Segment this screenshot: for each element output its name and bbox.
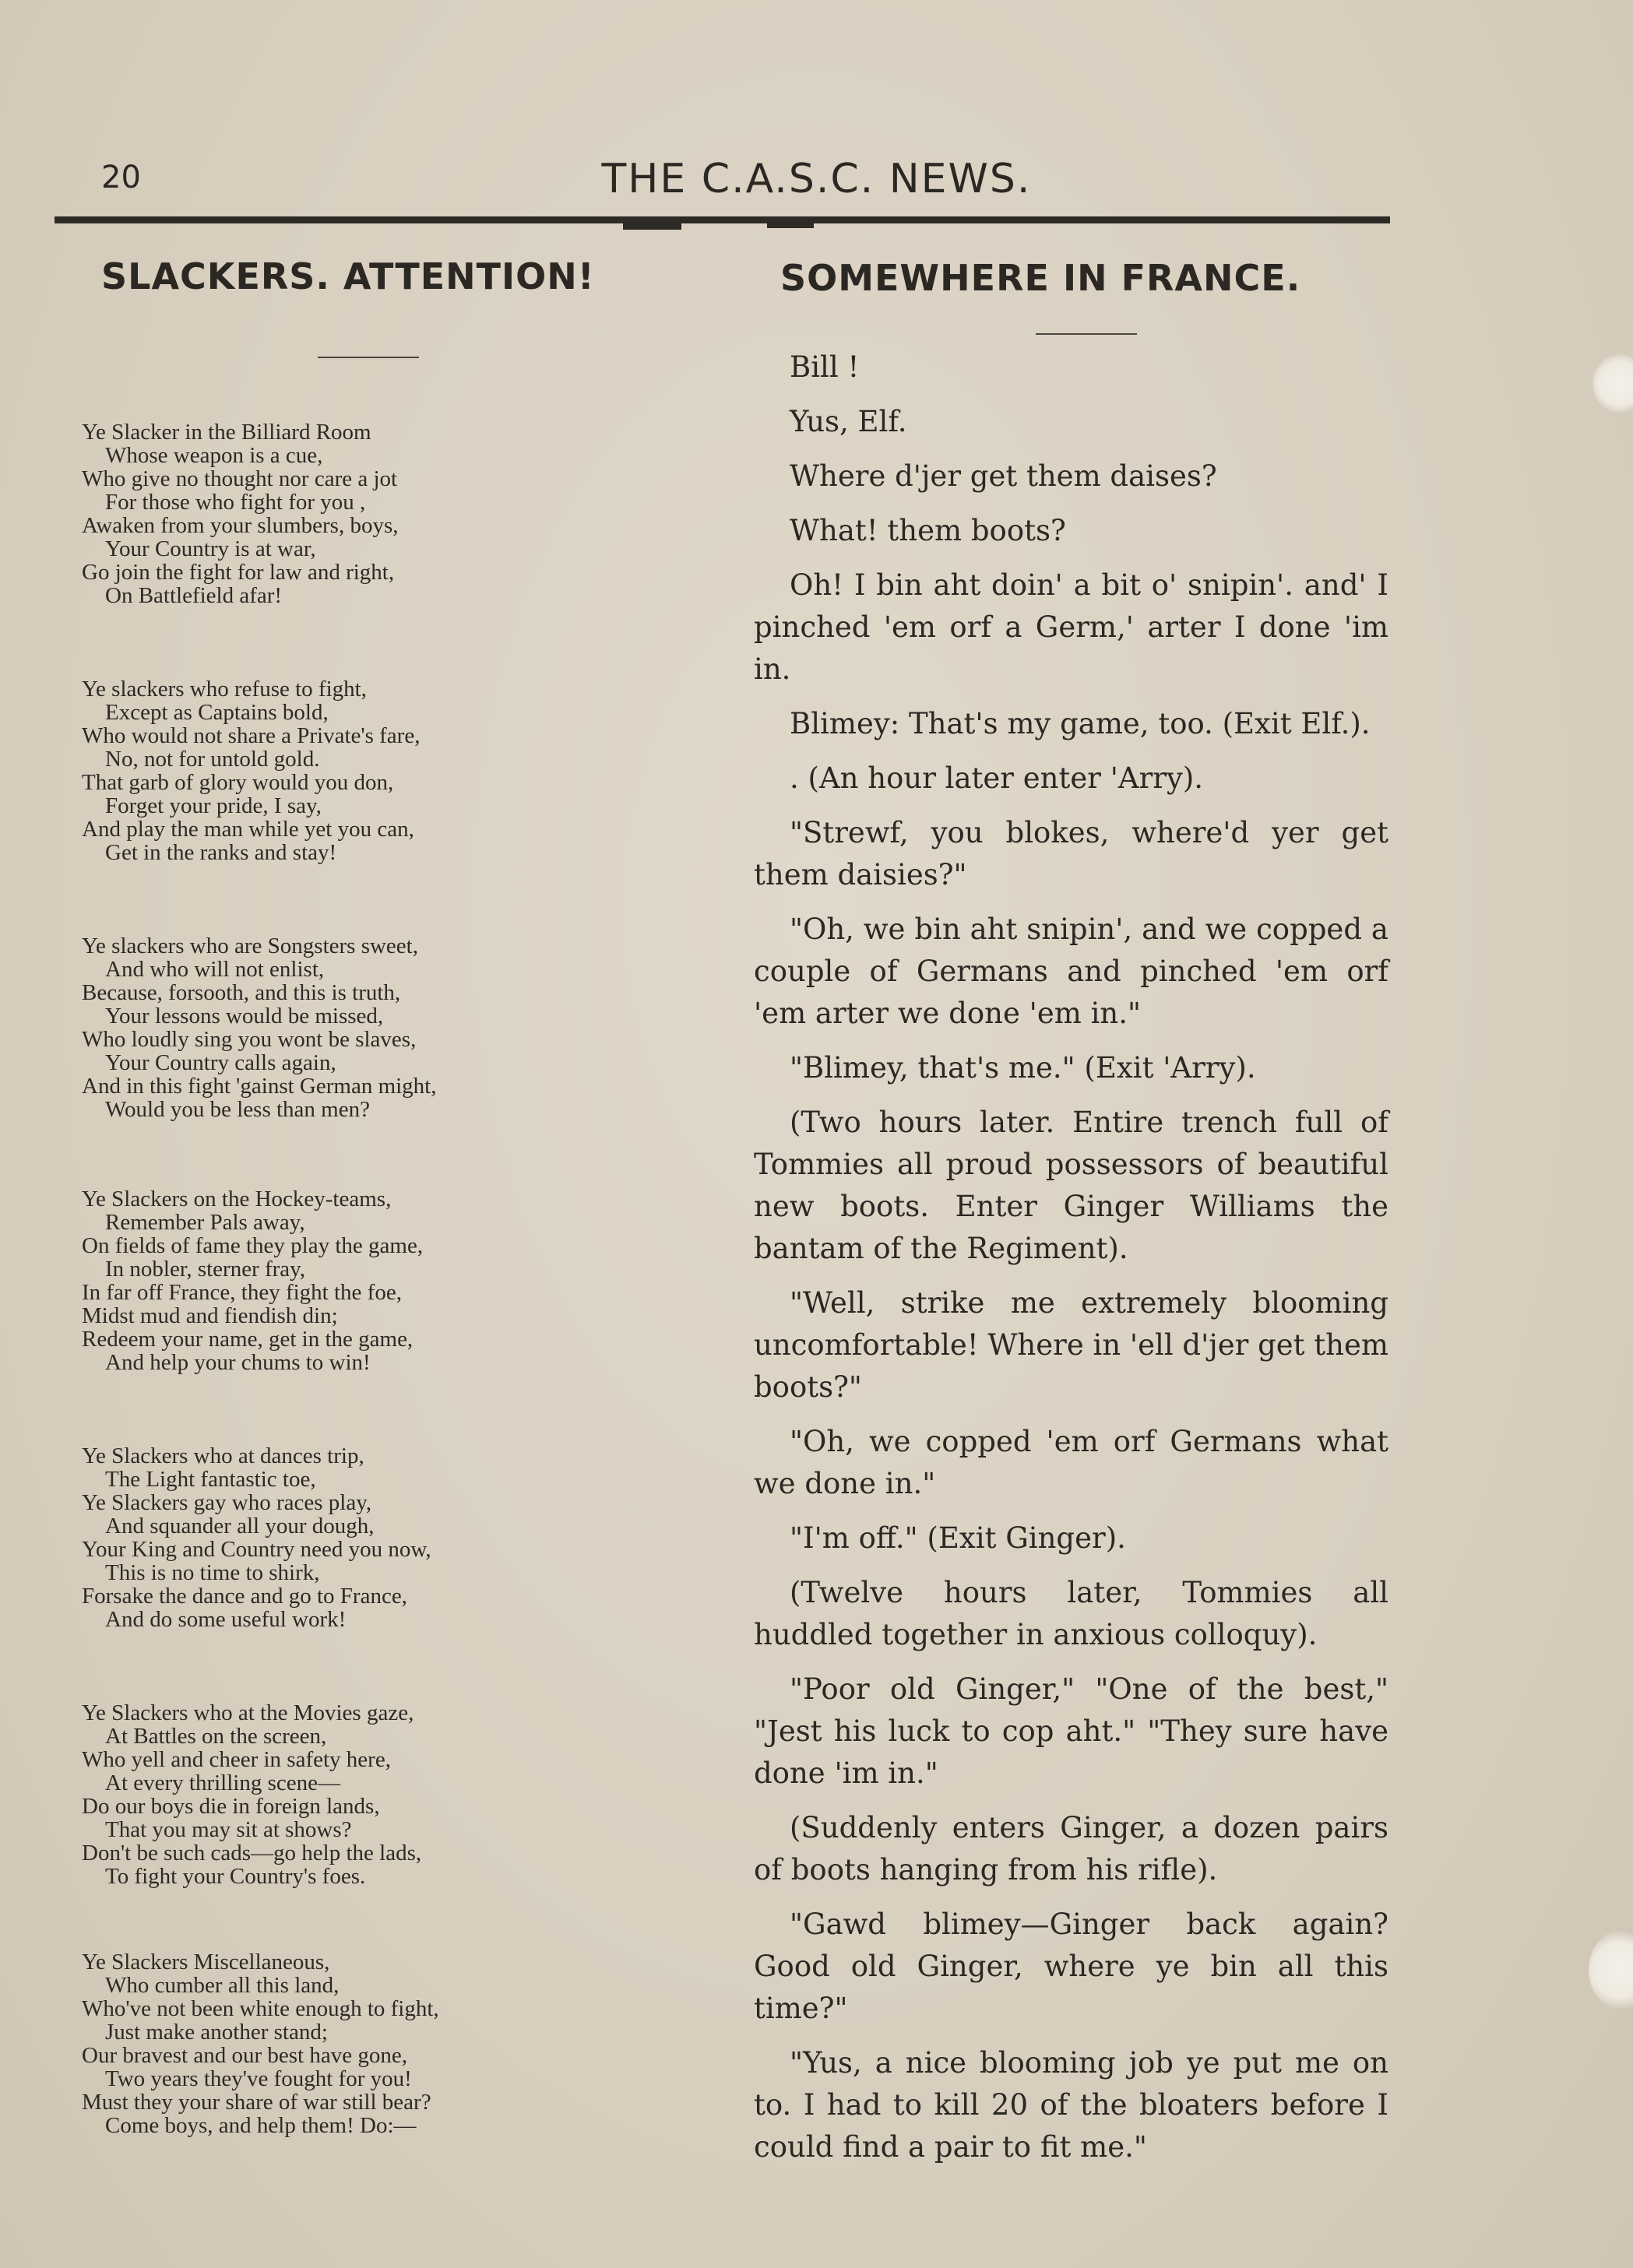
poem-line: Get in the ranks and stay! (105, 840, 337, 865)
poem-line: Who would not share a Private's fare, (82, 723, 421, 748)
ink-blot (767, 220, 814, 228)
story-paragraph: "Gawd blimey—Ginger back again? Good old Ginger, where ye bin all this time?" (754, 1908, 1388, 2025)
title-rule-right (1036, 333, 1137, 335)
story-title: SOMEWHERE IN FRANCE. (780, 257, 1301, 299)
story-paragraph: . (An hour later enter 'Arry). (790, 761, 1204, 795)
poem-line: Who give no thought nor care a jot (82, 466, 398, 491)
poem-line: Your lessons would be missed, (105, 1004, 384, 1029)
page-number: 20 (101, 160, 141, 195)
story-paragraph: (Twelve hours later, Tommies all huddled together in anxious colloquy). (754, 1576, 1388, 1651)
poem-line: Midst mud and fiendish din; (82, 1303, 338, 1328)
poem-line: And who will not enlist, (105, 957, 325, 982)
poem-line: Except as Captains bold, (105, 700, 329, 725)
poem-line: To fight your Country's foes. (105, 1864, 366, 1889)
poem-line: Remember Pals away, (105, 1210, 305, 1235)
story-paragraph: What! them boots? (790, 514, 1066, 547)
poem-stanza (82, 1701, 642, 1888)
poem-line: Don't be such cads—go help the lads, (82, 1841, 422, 1865)
poem-line: That you may sit at shows? (105, 1817, 352, 1842)
story-paragraph: Yus, Elf. (790, 405, 907, 438)
poem-line: On Battlefield afar! (105, 583, 283, 608)
poem-line: Who yell and cheer in safety here, (82, 1747, 391, 1772)
story-column (754, 346, 1388, 2181)
poem-line: And help your chums to win! (105, 1350, 371, 1375)
poem-stanza (82, 1444, 642, 1631)
poem-line: Ye slackers who refuse to fight, (82, 677, 367, 701)
poem-line: Your Country is at war, (105, 536, 316, 561)
story-paragraph: Oh! I bin aht doin' a bit o' snipin'. and' I pinched 'em orf a Germ,' arter I done 'im in. (754, 568, 1388, 686)
poem-line: In nobler, sterner fray, (105, 1257, 306, 1282)
story-paragraph: Blimey: That's my game, too. (Exit Elf.). (790, 707, 1371, 740)
poem-line: Ye slackers who are Songsters sweet, (82, 934, 418, 958)
poem-line: Because, forsooth, and this is truth, (82, 980, 401, 1005)
title-rule-left (318, 357, 419, 358)
poem-line: Ye Slackers who at dances trip, (82, 1443, 364, 1468)
story-paragraph: "Yus, a nice blooming job ye put me on to. I had to kill 20 of the bloaters before I could find a pair to fit me." (754, 2046, 1388, 2164)
poem-line: Whose weapon is a cue, (105, 443, 323, 468)
poem-line: Awaken from your slumbers, boys, (82, 513, 399, 538)
poem-line: At Battles on the screen, (105, 1724, 327, 1749)
poem-line: In far off France, they fight the foe, (82, 1280, 402, 1305)
poem-line: Who cumber all this land, (105, 1973, 340, 1998)
poem-line: Redeem your name, get in the game, (82, 1327, 414, 1352)
poem-line: Come boys, and help them! Do:— (105, 2113, 417, 2138)
ink-blot (623, 220, 681, 230)
story-paragraph: "Well, strike me extremely blooming uncomfortable! Where in 'ell d'jer get them boots?" (754, 1286, 1388, 1404)
poem-line: The Light fantastic toe, (105, 1467, 316, 1492)
poem-line: And in this fight 'gainst German might, (82, 1074, 437, 1099)
masthead: THE C.A.S.C. NEWS. (601, 156, 1032, 202)
story-paragraph: "Oh, we copped 'em orf Germans what we done in." (754, 1425, 1388, 1500)
poem-line: And play the man while yet you can, (82, 817, 414, 842)
poem-line: Must they your share of war still bear? (82, 2090, 431, 2115)
poem-title: SLACKERS. ATTENTION! (101, 255, 595, 297)
poem-line: That garb of glory would you don, (82, 770, 394, 795)
poem-line: Ye Slackers Miscellaneous, (82, 1950, 330, 1974)
paper-hole (1593, 354, 1633, 413)
poem-stanza (82, 1187, 642, 1374)
story-paragraph: (Suddenly enters Ginger, a dozen pairs of boots hanging from his rifle). (754, 1811, 1388, 1886)
poem-line: Ye Slackers on the Hockey-teams, (82, 1187, 392, 1211)
poem-line: And squander all your dough, (105, 1514, 375, 1538)
poem-line: For those who fight for you , (105, 490, 366, 515)
poem-line: And do some useful work! (105, 1607, 347, 1632)
story-paragraph: "Strewf, you blokes, where'd yer get them daisies?" (754, 816, 1388, 891)
poem-line: Just make another stand; (105, 2020, 328, 2045)
poem-line: Ye Slacker in the Billiard Room (82, 420, 371, 445)
story-paragraph: "Poor old Ginger," "One of the best," "Jest his luck to cop aht." "They sure have done 'im in." (754, 1672, 1388, 1790)
poem-line: Your Country calls again, (105, 1050, 336, 1075)
poem-line: Who loudly sing you wont be slaves, (82, 1027, 417, 1052)
poem-stanza (82, 934, 642, 1121)
poem-line: Our bravest and our best have gone, (82, 2043, 407, 2068)
poem-line: On fields of fame they play the game, (82, 1233, 424, 1258)
poem-line: Who've not been white enough to fight, (82, 1996, 439, 2021)
poem-line: Go join the fight for law and right, (82, 560, 395, 585)
poem-line: Ye Slackers who at the Movies gaze, (82, 1700, 414, 1725)
story-paragraph: "Blimey, that's me." (Exit 'Arry). (790, 1051, 1256, 1085)
poem-line: Ye Slackers gay who races play, (82, 1490, 372, 1515)
paper-hole (1589, 1931, 1633, 2009)
poem-line: This is no time to shirk, (105, 1560, 320, 1585)
poem-line: Do our boys die in foreign lands, (82, 1794, 380, 1819)
poem-stanza (82, 677, 642, 864)
poem-line: Your King and Country need you now, (82, 1537, 431, 1562)
poem-line: Two years they've fought for you! (105, 2066, 412, 2091)
poem-stanza (82, 1950, 642, 2137)
poem-line: Forget your pride, I say, (105, 793, 322, 818)
poem-line: Would you be less than men? (105, 1097, 370, 1122)
story-paragraph: "Oh, we bin aht snipin', and we copped a couple of Germans and pinched 'em orf 'em arter we done 'em in." (754, 912, 1388, 1030)
story-paragraph: Bill ! (790, 350, 860, 384)
header-rule (55, 216, 1390, 223)
poem-line: No, not for untold gold. (105, 747, 320, 772)
story-paragraph: Where d'jer get them daises? (790, 459, 1217, 493)
story-paragraph: (Two hours later. Entire trench full of Tommies all proud possessors of beautiful new boots. Enter Ginger Williams the bantam of the Regiment). (754, 1106, 1388, 1265)
story-paragraph: "I'm off." (Exit Ginger). (790, 1521, 1126, 1555)
poem-line: Forsake the dance and go to France, (82, 1584, 407, 1609)
poem-stanza (82, 420, 642, 607)
poem-line: At every thrilling scene— (105, 1770, 340, 1795)
